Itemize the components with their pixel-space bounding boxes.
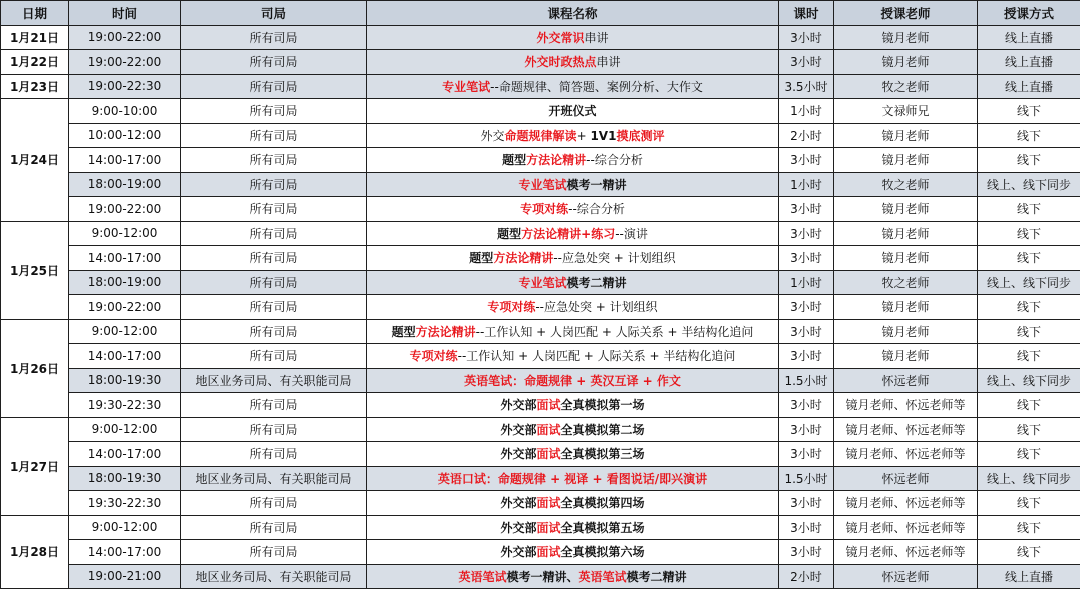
table-row [1, 393, 1080, 418]
hours-cell: 1小时 [779, 172, 834, 197]
table-row [1, 540, 1080, 565]
teacher-cell: 镜月老师、怀远老师等 [834, 540, 978, 565]
teacher-cell: 镜月老师 [834, 50, 978, 75]
table-row [1, 197, 1080, 222]
header-row [1, 1, 1080, 26]
course-cell [367, 319, 779, 344]
course-segment: 全真模拟第二场 [560, 422, 645, 437]
teacher-cell: 牧之老师 [834, 270, 978, 295]
bureau-cell: 所有司局 [181, 491, 367, 516]
teacher-cell: 牧之老师 [834, 172, 978, 197]
mode-cell: 线上、线下同步 [978, 368, 1080, 393]
table-row [1, 368, 1080, 393]
teacher-cell: 镜月老师 [834, 123, 978, 148]
teacher-cell: 镜月老师 [834, 319, 978, 344]
time-cell: 14:00-17:00 [69, 148, 181, 173]
bureau-cell: 所有司局 [181, 172, 367, 197]
time-cell: 9:00-12:00 [69, 221, 181, 246]
course-segment: 题型 [502, 153, 527, 168]
mode-cell: 线下 [978, 417, 1080, 442]
course-segment: 英语口试：命题规律 + 视译 + 看图说话/即兴演讲 [437, 471, 708, 486]
course-cell [367, 564, 779, 589]
teacher-cell: 牧之老师 [834, 74, 978, 99]
teacher-cell: 怀远老师 [834, 564, 978, 589]
course-segment: 外交部 [500, 422, 537, 437]
teacher-cell: 镜月老师、怀远老师等 [834, 393, 978, 418]
course-segment: 命题规律解读 [504, 128, 577, 143]
hours-cell: 1小时 [779, 99, 834, 124]
table-row [1, 344, 1080, 369]
teacher-cell: 怀远老师 [834, 368, 978, 393]
course-cell [367, 442, 779, 467]
course-segment: 专业笔试 [442, 79, 491, 94]
teacher-cell: 文禄师兄 [834, 99, 978, 124]
course-segment: 外交时政热点 [524, 55, 597, 70]
date-cell: 1月26日 [1, 319, 69, 417]
hours-cell: 3小时 [779, 197, 834, 222]
header-mode: 授课方式 [978, 1, 1080, 26]
course-segment: 全真模拟第四场 [560, 496, 645, 511]
course-segment: 英语笔试 [458, 569, 507, 584]
mode-cell: 线下 [978, 295, 1080, 320]
table-row [1, 123, 1080, 148]
bureau-cell: 所有司局 [181, 442, 367, 467]
table-row [1, 172, 1080, 197]
date-cell: 1月27日 [1, 417, 69, 515]
date-cell: 1月24日 [1, 99, 69, 222]
hours-cell: 3小时 [779, 540, 834, 565]
table-row [1, 99, 1080, 124]
bureau-cell: 所有司局 [181, 344, 367, 369]
header-bureau: 司局 [181, 1, 367, 26]
hours-cell: 3小时 [779, 344, 834, 369]
table-row [1, 246, 1080, 271]
mode-cell: 线上直播 [978, 74, 1080, 99]
course-segment: 面试 [536, 496, 561, 511]
bureau-cell: 所有司局 [181, 25, 367, 50]
mode-cell: 线下 [978, 540, 1080, 565]
time-cell: 9:00-12:00 [69, 515, 181, 540]
bureau-cell: 所有司局 [181, 197, 367, 222]
teacher-cell: 镜月老师 [834, 246, 978, 271]
table-row [1, 50, 1080, 75]
mode-cell: 线下 [978, 197, 1080, 222]
course-segment: 题型 [469, 251, 494, 266]
mode-cell: 线上直播 [978, 564, 1080, 589]
time-cell: 14:00-17:00 [69, 344, 181, 369]
teacher-cell: 镜月老师 [834, 344, 978, 369]
hours-cell: 3小时 [779, 148, 834, 173]
course-segment: 全真模拟第五场 [560, 520, 645, 535]
teacher-cell: 镜月老师、怀远老师等 [834, 417, 978, 442]
time-cell: 19:30-22:30 [69, 393, 181, 418]
hours-cell: 2小时 [779, 123, 834, 148]
course-segment: 方法论精讲 [493, 251, 554, 266]
header-teacher: 授课老师 [834, 1, 978, 26]
hours-cell: 2小时 [779, 564, 834, 589]
table-row [1, 442, 1080, 467]
course-segment: 外交部 [500, 545, 537, 560]
hours-cell: 3小时 [779, 417, 834, 442]
course-segment: 开班仪式 [548, 104, 597, 119]
date-cell: 1月21日 [1, 25, 69, 50]
course-segment: 外交部 [500, 520, 537, 535]
date-cell: 1月28日 [1, 515, 69, 589]
date-cell: 1月22日 [1, 50, 69, 75]
table-row [1, 270, 1080, 295]
course-cell [367, 491, 779, 516]
course-segment: 面试 [536, 447, 561, 462]
table-row [1, 564, 1080, 589]
course-cell [367, 148, 779, 173]
course-segment: 外交部 [500, 496, 537, 511]
teacher-cell: 镜月老师、怀远老师等 [834, 515, 978, 540]
course-segment: --演讲 [615, 226, 648, 241]
course-segment: 模考一精讲、 [506, 569, 579, 584]
course-segment: 方法论精讲 [526, 153, 587, 168]
hours-cell: 3小时 [779, 393, 834, 418]
course-segment: 题型 [391, 324, 416, 339]
course-segment: 英语笔试：命题规律 + 英汉互译 + 作文 [464, 373, 681, 388]
bureau-cell: 所有司局 [181, 319, 367, 344]
course-cell [367, 270, 779, 295]
course-segment: --命题规律、简答题、案例分析、大作文 [490, 79, 703, 94]
bureau-cell: 所有司局 [181, 148, 367, 173]
bureau-cell: 所有司局 [181, 221, 367, 246]
time-cell: 18:00-19:00 [69, 172, 181, 197]
teacher-cell: 镜月老师、怀远老师等 [834, 442, 978, 467]
course-segment: 专项对练 [487, 300, 536, 315]
course-segment: 英语笔试 [578, 569, 627, 584]
mode-cell: 线上、线下同步 [978, 172, 1080, 197]
date-cell: 1月23日 [1, 74, 69, 99]
schedule-body [1, 25, 1080, 589]
course-segment: --工作认知 + 人岗匹配 + 人际关系 + 半结构化追问 [457, 349, 736, 364]
hours-cell: 3小时 [779, 50, 834, 75]
time-cell: 19:00-22:30 [69, 74, 181, 99]
hours-cell: 3小时 [779, 295, 834, 320]
course-segment: 专项对练 [409, 349, 458, 364]
time-cell: 10:00-12:00 [69, 123, 181, 148]
mode-cell: 线下 [978, 491, 1080, 516]
course-cell [367, 540, 779, 565]
hours-cell: 3小时 [779, 319, 834, 344]
teacher-cell: 镜月老师 [834, 148, 978, 173]
course-segment: 摸底测评 [616, 128, 665, 143]
course-segment: 外交常识 [536, 30, 585, 45]
course-segment: 模考二精讲 [626, 569, 687, 584]
course-cell [367, 99, 779, 124]
table-row [1, 148, 1080, 173]
time-cell: 9:00-12:00 [69, 319, 181, 344]
course-segment: 全真模拟第一场 [560, 398, 645, 413]
bureau-cell: 所有司局 [181, 417, 367, 442]
table-row [1, 74, 1080, 99]
teacher-cell: 镜月老师、怀远老师等 [834, 491, 978, 516]
bureau-cell: 所有司局 [181, 295, 367, 320]
table-row [1, 25, 1080, 50]
time-cell: 19:00-22:00 [69, 50, 181, 75]
course-segment: 1V1 [590, 128, 617, 143]
course-segment: --综合分析 [568, 202, 625, 217]
bureau-cell: 地区业务司局、有关职能司局 [181, 564, 367, 589]
course-segment: --应急处突 + 计划组织 [535, 300, 658, 315]
course-cell [367, 25, 779, 50]
course-segment: 模考一精讲 [566, 177, 627, 192]
hours-cell: 3小时 [779, 442, 834, 467]
course-segment: 专业笔试 [518, 275, 567, 290]
bureau-cell: 地区业务司局、有关职能司局 [181, 368, 367, 393]
teacher-cell: 镜月老师 [834, 197, 978, 222]
hours-cell: 3小时 [779, 515, 834, 540]
course-segment: 外交部 [500, 447, 537, 462]
course-segment: 专项对练 [520, 202, 569, 217]
mode-cell: 线上直播 [978, 25, 1080, 50]
hours-cell: 1小时 [779, 270, 834, 295]
mode-cell: 线上、线下同步 [978, 466, 1080, 491]
course-cell [367, 515, 779, 540]
table-row [1, 515, 1080, 540]
bureau-cell: 所有司局 [181, 74, 367, 99]
hours-cell: 1.5小时 [779, 466, 834, 491]
time-cell: 19:30-22:30 [69, 491, 181, 516]
course-segment: 面试 [536, 520, 561, 535]
course-segment: 全真模拟第六场 [560, 545, 645, 560]
bureau-cell: 所有司局 [181, 393, 367, 418]
mode-cell: 线下 [978, 442, 1080, 467]
course-segment: 专业笔试 [518, 177, 567, 192]
course-cell [367, 368, 779, 393]
hours-cell: 3.5小时 [779, 74, 834, 99]
course-segment: --工作认知 + 人岗匹配 + 人际关系 + 半结构化追问 [475, 324, 754, 339]
hours-cell: 3小时 [779, 491, 834, 516]
course-cell [367, 246, 779, 271]
course-cell [367, 50, 779, 75]
time-cell: 14:00-17:00 [69, 442, 181, 467]
course-segment: 题型 [497, 226, 522, 241]
hours-cell: 1.5小时 [779, 368, 834, 393]
table-row [1, 491, 1080, 516]
bureau-cell: 所有司局 [181, 50, 367, 75]
teacher-cell: 怀远老师 [834, 466, 978, 491]
hours-cell: 3小时 [779, 25, 834, 50]
course-segment: 面试 [536, 398, 561, 413]
hours-cell: 3小时 [779, 246, 834, 271]
mode-cell: 线下 [978, 393, 1080, 418]
course-segment: 面试 [536, 545, 561, 560]
course-cell [367, 393, 779, 418]
header-course: 课程名称 [367, 1, 779, 26]
time-cell: 19:00-22:00 [69, 25, 181, 50]
course-cell [367, 344, 779, 369]
course-segment: 外交部 [500, 398, 537, 413]
header-date: 日期 [1, 1, 69, 26]
course-segment: 串讲 [596, 55, 621, 70]
mode-cell: 线上、线下同步 [978, 270, 1080, 295]
teacher-cell: 镜月老师 [834, 25, 978, 50]
course-segment: 方法论精讲+练习 [521, 226, 616, 241]
course-segment: 面试 [536, 422, 561, 437]
mode-cell: 线下 [978, 221, 1080, 246]
mode-cell: 线下 [978, 148, 1080, 173]
time-cell: 18:00-19:00 [69, 270, 181, 295]
time-cell: 14:00-17:00 [69, 540, 181, 565]
course-cell [367, 74, 779, 99]
course-cell [367, 123, 779, 148]
bureau-cell: 地区业务司局、有关职能司局 [181, 466, 367, 491]
table-row [1, 466, 1080, 491]
course-cell [367, 221, 779, 246]
course-segment: --应急处突 + 计划组织 [553, 251, 676, 266]
course-segment: 方法论精讲 [415, 324, 476, 339]
bureau-cell: 所有司局 [181, 123, 367, 148]
time-cell: 19:00-21:00 [69, 564, 181, 589]
bureau-cell: 所有司局 [181, 270, 367, 295]
time-cell: 18:00-19:30 [69, 368, 181, 393]
mode-cell: 线下 [978, 319, 1080, 344]
course-cell [367, 197, 779, 222]
time-cell: 18:00-19:30 [69, 466, 181, 491]
course-cell [367, 172, 779, 197]
mode-cell: 线下 [978, 99, 1080, 124]
header-hours: 课时 [779, 1, 834, 26]
table-row [1, 295, 1080, 320]
bureau-cell: 所有司局 [181, 99, 367, 124]
mode-cell: 线下 [978, 246, 1080, 271]
time-cell: 9:00-10:00 [69, 99, 181, 124]
course-cell [367, 466, 779, 491]
mode-cell: 线下 [978, 123, 1080, 148]
course-segment: + [576, 128, 591, 143]
course-segment: --综合分析 [586, 153, 643, 168]
course-segment: 外交 [480, 128, 505, 143]
bureau-cell: 所有司局 [181, 246, 367, 271]
time-cell: 9:00-12:00 [69, 417, 181, 442]
date-cell: 1月25日 [1, 221, 69, 319]
teacher-cell: 镜月老师 [834, 221, 978, 246]
table-row [1, 417, 1080, 442]
mode-cell: 线下 [978, 515, 1080, 540]
time-cell: 19:00-22:00 [69, 295, 181, 320]
mode-cell: 线上直播 [978, 50, 1080, 75]
course-segment: 模考二精讲 [566, 275, 627, 290]
table-row [1, 319, 1080, 344]
hours-cell: 3小时 [779, 221, 834, 246]
course-cell [367, 417, 779, 442]
course-cell [367, 295, 779, 320]
header-time: 时间 [69, 1, 181, 26]
table-row [1, 221, 1080, 246]
bureau-cell: 所有司局 [181, 515, 367, 540]
mode-cell: 线下 [978, 344, 1080, 369]
course-segment: 串讲 [584, 30, 609, 45]
course-segment: 全真模拟第三场 [560, 447, 645, 462]
teacher-cell: 镜月老师 [834, 295, 978, 320]
time-cell: 19:00-22:00 [69, 197, 181, 222]
time-cell: 14:00-17:00 [69, 246, 181, 271]
bureau-cell: 所有司局 [181, 540, 367, 565]
